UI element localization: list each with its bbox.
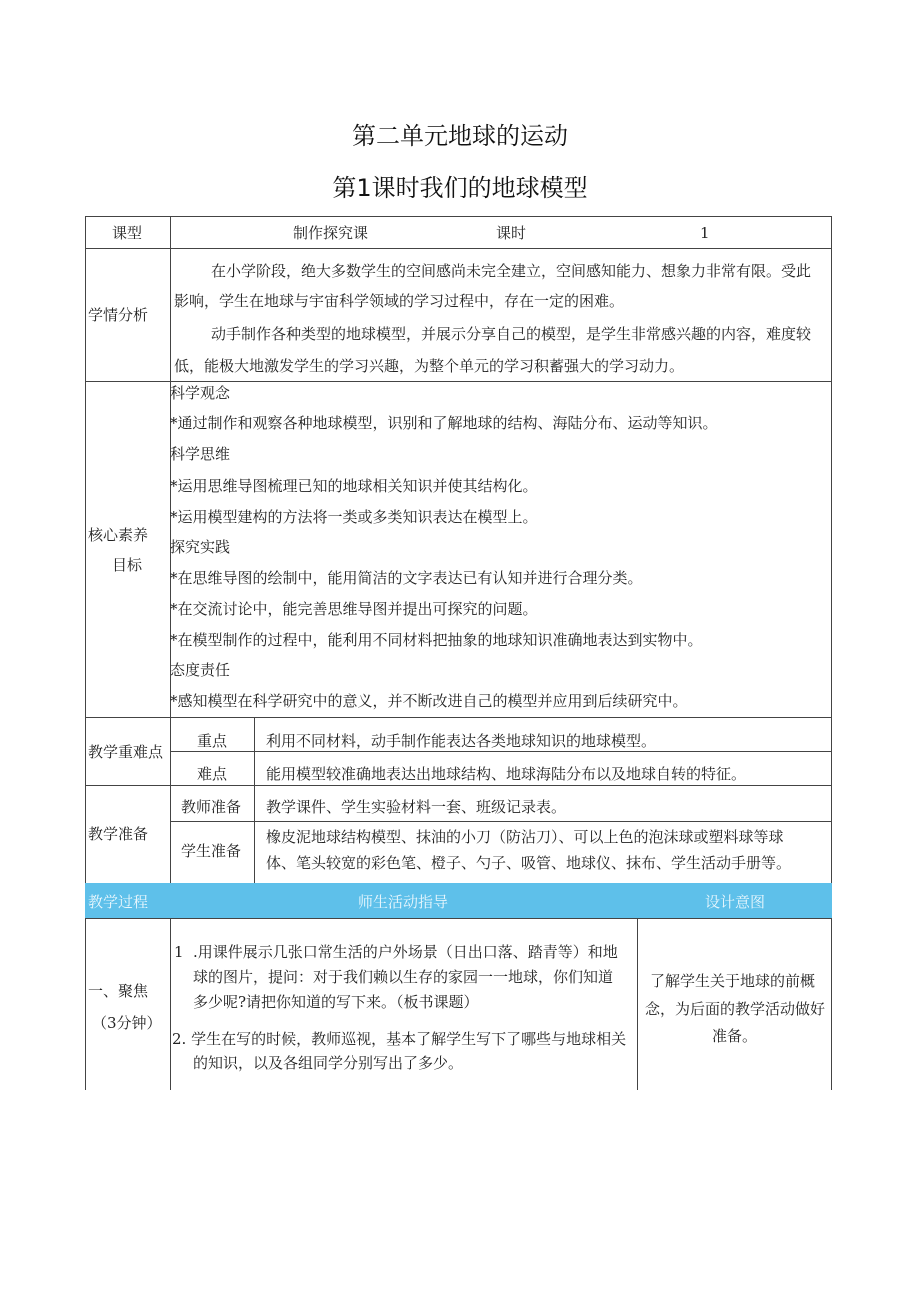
goal-item: *在模型制作的过程中，能利用不同材料把抽象的地球知识准确地表达到实物中。 bbox=[170, 631, 703, 649]
teacher-prep-label: 教师准备 bbox=[181, 798, 242, 816]
step-2-line-2: 的知识，以及各组同学分别写出了多少。 bbox=[193, 1054, 464, 1072]
goals-label-line-1: 核心素养 bbox=[88, 526, 149, 544]
goal-heading-science-thinking: 科学思维 bbox=[170, 445, 231, 463]
goal-heading-science-concept: 科学观念 bbox=[170, 384, 231, 402]
goal-item: *通过制作和观察各种地球模型，识别和了解地球的结构、海陆分布、运动等知识。 bbox=[170, 414, 718, 432]
row-hours-label: 课时 bbox=[496, 224, 527, 242]
stage-1-intent-line-3: 准备。 bbox=[712, 1027, 758, 1045]
goal-item: *运用思维导图梳理已知的地球相关知识并使其结构化。 bbox=[170, 477, 538, 495]
prep-label: 教学准备 bbox=[88, 825, 149, 843]
key-points-label: 教学重难点 bbox=[88, 743, 164, 761]
row-hours-value: 1 bbox=[700, 224, 710, 242]
stage-1-time: （3分钟） bbox=[92, 1014, 162, 1032]
teacher-prep-value: 教学课件、学生实验材料一套、班级记录表。 bbox=[266, 798, 567, 816]
student-prep-label: 学生准备 bbox=[181, 842, 242, 860]
step-1-line-1: .用课件展示几张口常生活的户外场景（日出口落、踏青等）和地 bbox=[193, 943, 618, 961]
analysis-paragraph-1-line-2: 影响，学生在地球与宇宙科学领域的学习过程中，存在一定的困难。 bbox=[174, 292, 625, 310]
analysis-label: 学情分析 bbox=[88, 306, 149, 324]
stage-1-intent-line-1: 了解学生关于地球的前概 bbox=[650, 972, 816, 990]
step-2-line-1: 2. 学生在写的时候，教师巡视，基本了解学生写下了哪些与地球相关 bbox=[172, 1030, 627, 1048]
unit-title: 第二单元地球的运动 bbox=[352, 122, 568, 150]
process-header-intent: 设计意图 bbox=[705, 893, 766, 911]
step-1-line-2: 球的图片，提问：对于我们赖以生存的家园一一地球，你们知道 bbox=[193, 968, 614, 986]
goal-heading-inquiry-practice: 探究实践 bbox=[170, 538, 231, 556]
goal-item: *运用模型建构的方法将一类或多类知识表达在模型上。 bbox=[170, 508, 538, 526]
goal-heading-attitude: 态度责任 bbox=[170, 661, 231, 679]
difficult-point-label: 难点 bbox=[197, 765, 228, 783]
student-prep-line-1: 橡皮泥地球结构模型、抹油的小刀（防沾刀）、可以上色的泡沫球或塑料球等球 bbox=[266, 828, 784, 846]
analysis-paragraph-2-line-1: 动手制作各种类型的地球模型，并展示分享自己的模型，是学生非常感兴趣的内容，难度较 bbox=[211, 325, 812, 343]
row-type-value: 制作探究课 bbox=[293, 224, 369, 242]
process-header-stage: 教学过程 bbox=[88, 893, 149, 911]
step-1-number: 1 bbox=[174, 943, 184, 961]
key-point-value: 利用不同材料，动手制作能表达各类地球知识的地球模型。 bbox=[266, 732, 657, 750]
analysis-paragraph-2-line-2: 低，能极大地激发学生的学习兴趣，为整个单元的学习积蓄强大的学习动力。 bbox=[174, 357, 685, 375]
goal-item: *感知模型在科学研究中的意义，并不断改进自己的模型并应用到后续研究中。 bbox=[170, 692, 688, 710]
goal-item: *在思维导图的绘制中，能用简洁的文字表达已有认知并进行合理分类。 bbox=[170, 569, 643, 587]
key-point-label: 重点 bbox=[197, 732, 228, 750]
stage-1-name: 一、聚焦 bbox=[88, 982, 149, 1000]
step-1-line-3: 多少呢?请把你知道的写下来。（板书课题） bbox=[193, 993, 479, 1011]
difficult-point-value: 能用模型较准确地表达出地球结构、地球海陆分布以及地球自转的特征。 bbox=[266, 765, 747, 783]
row-type-label: 课型 bbox=[112, 224, 143, 242]
goals-label-line-2: 目标 bbox=[112, 556, 143, 574]
lesson-title: 第1课时我们的地球模型 bbox=[332, 174, 588, 202]
analysis-paragraph-1-line-1: 在小学阶段，绝大多数学生的空间感尚未完全建立，空间感知能力、想象力非常有限。受此 bbox=[211, 262, 812, 280]
process-header-activity: 师生活动指导 bbox=[358, 893, 449, 911]
student-prep-line-2: 体、笔头较宽的彩色笔、橙子、勺子、吸管、地球仪、抹布、学生活动手册等。 bbox=[266, 854, 792, 872]
stage-1-intent-line-2: 念，为后面的教学活动做好 bbox=[645, 1000, 826, 1018]
goal-item: *在交流讨论中，能完善思维导图并提出可探究的问题。 bbox=[170, 600, 538, 618]
